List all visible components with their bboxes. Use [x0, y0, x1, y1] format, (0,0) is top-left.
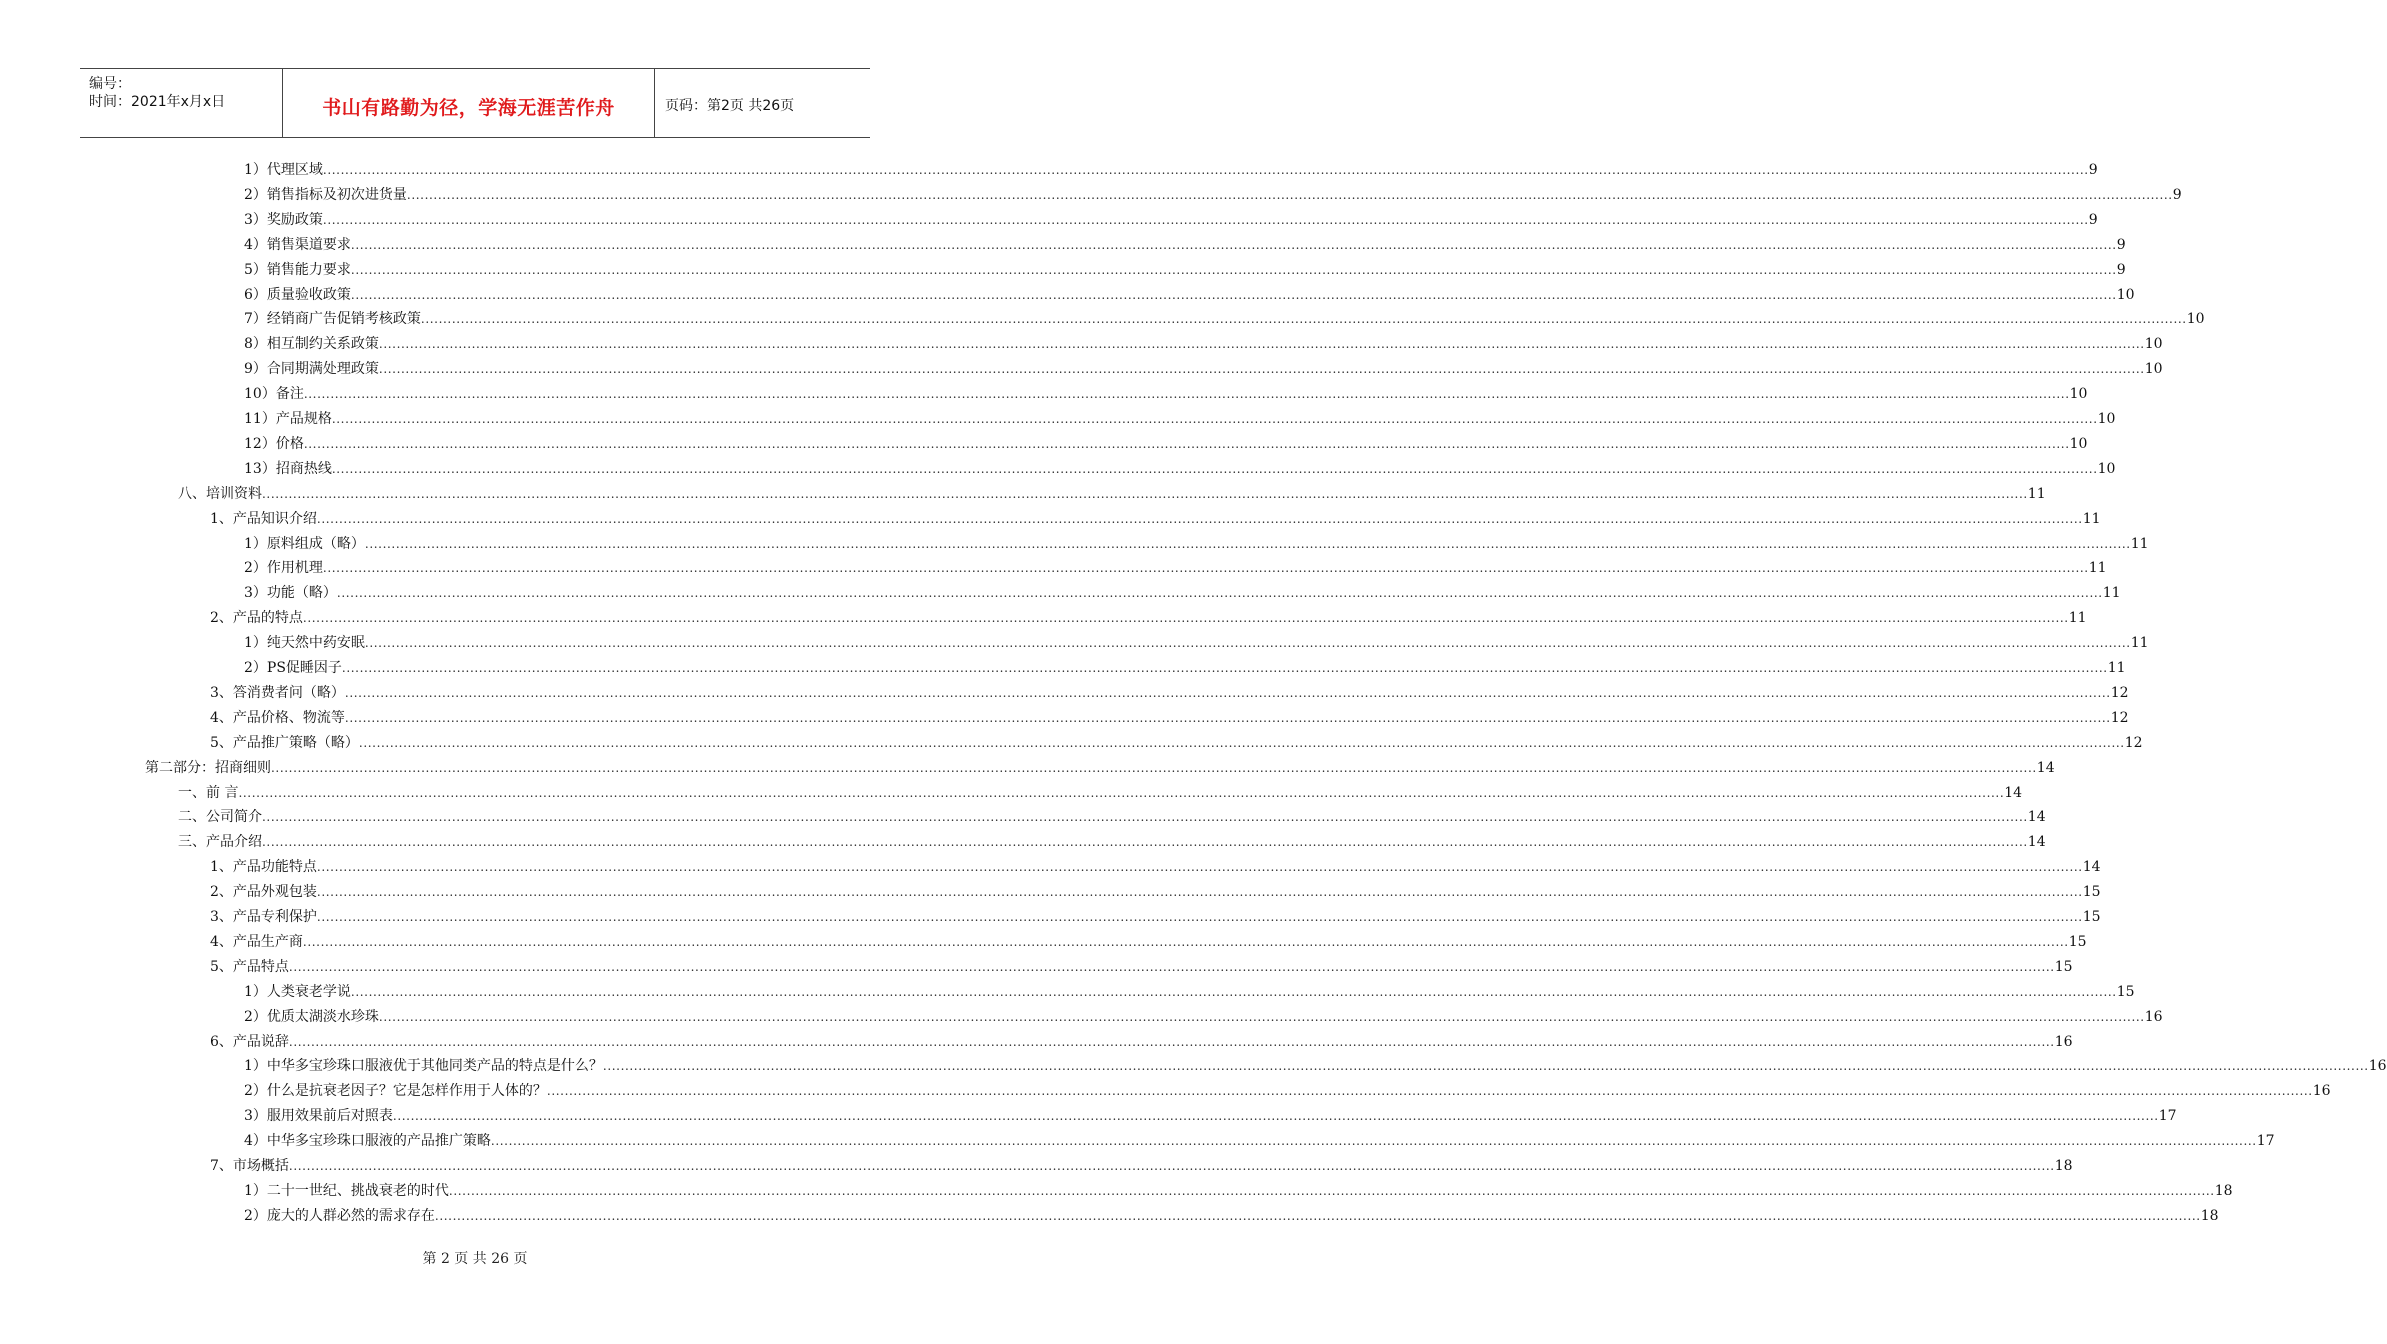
toc-entry-label: 1）纯天然中药安眠 — [244, 635, 365, 652]
toc-entry-page: 16 — [2368, 1058, 2387, 1075]
toc-leader-dots: ................................................................................................................................................................................................................................................................................................................................................................................................................ — [350, 984, 2117, 999]
toc-leader-dots: ................................................................................................................................................................................................................................................................................................................................................................................................................ — [316, 885, 2083, 900]
toc-entry-label: 10）备注 — [244, 386, 304, 403]
toc-entry-label: 2）作用机理 — [244, 560, 323, 577]
toc-entry-page: 11 — [2107, 660, 2126, 676]
toc-leader-dots: ................................................................................................................................................................................................................................................................................................................................................................................................................ — [331, 461, 2098, 476]
toc-leader-dots: ................................................................................................................................................................................................................................................................................................................................................................................................................ — [378, 362, 2145, 377]
toc-entry-label: 1）中华多宝珍珠口服液优于其他同类产品的特点是什么？ — [244, 1058, 603, 1075]
toc-leader-dots: ................................................................................................................................................................................................................................................................................................................................................................................................................ — [322, 163, 2089, 177]
toc-leader-dots: ................................................................................................................................................................................................................................................................................................................................................................................................................ — [344, 710, 2111, 725]
toc-entry[interactable] — [244, 434, 2088, 454]
toc-entry[interactable] — [244, 359, 2163, 379]
toc-leader-dots: ................................................................................................................................................................................................................................................................................................................................................................................................................ — [546, 1084, 2313, 1099]
toc-leader-dots: ................................................................................................................................................................................................................................................................................................................................................................................................................ — [316, 511, 2083, 526]
toc-entry-label: 2）什么是抗衰老因子？它是怎样作用于人体的？ — [244, 1083, 547, 1100]
toc-entry-label: 1）人类衰老学说 — [244, 983, 351, 1000]
toc-entry-page: 16 — [2144, 1008, 2163, 1025]
toc-entry-label: 6、产品说辞 — [210, 1033, 289, 1050]
toc-entry[interactable] — [210, 932, 2087, 952]
toc-entry[interactable] — [244, 210, 2098, 230]
toc-entry[interactable] — [210, 509, 2101, 529]
toc-entry[interactable] — [244, 558, 2107, 578]
toc-leader-dots: ................................................................................................................................................................................................................................................................................................................................................................................................................ — [350, 287, 2117, 302]
toc-leader-dots: ................................................................................................................................................................................................................................................................................................................................................................................................................ — [378, 337, 2145, 352]
toc-entry-page: 18 — [2200, 1207, 2219, 1224]
toc-leader-dots: ................................................................................................................................................................................................................................................................................................................................................................................................................ — [322, 212, 2089, 227]
toc-entry-page: 9 — [2116, 236, 2126, 253]
toc-entry-label: 3、答消费者问（略） — [210, 684, 345, 701]
toc-entry[interactable] — [244, 260, 2126, 280]
toc-entry[interactable] — [244, 633, 2149, 653]
toc-entry-label: 2）优质太湖淡水珍珠 — [244, 1008, 379, 1025]
toc-entry-page: 11 — [2027, 485, 2046, 502]
toc-entry[interactable] — [244, 534, 2149, 554]
toc-leader-dots: ................................................................................................................................................................................................................................................................................................................................................................................................................ — [434, 1208, 2201, 1223]
toc-leader-dots: ................................................................................................................................................................................................................................................................................................................................................................................................................ — [262, 835, 2028, 850]
toc-entry-page: 10 — [2144, 336, 2163, 353]
toc-entry[interactable] — [244, 1081, 2331, 1101]
toc-entry-page: 14 — [2027, 809, 2046, 826]
toc-leader-dots: ................................................................................................................................................................................................................................................................................................................................................................................................................ — [406, 187, 2173, 202]
toc-entry-label: 4）中华多宝珍珠口服液的产品推广策略 — [244, 1133, 491, 1150]
toc-leader-dots: ................................................................................................................................................................................................................................................................................................................................................................................................................ — [303, 387, 2070, 402]
toc-entry-page: 15 — [2082, 884, 2101, 901]
toc-entry-page: 10 — [2069, 435, 2088, 452]
toc-entry-label: 2、产品外观包装 — [210, 884, 317, 901]
toc-entry[interactable] — [244, 384, 2088, 404]
toc-entry-label: 2）PS促睡因子 — [244, 660, 342, 676]
toc-entry[interactable] — [244, 1131, 2275, 1151]
toc-entry-page: 10 — [2186, 311, 2205, 328]
toc-entry-page: 18 — [2214, 1182, 2233, 1199]
toc-leader-dots: ................................................................................................................................................................................................................................................................................................................................................................................................................ — [364, 536, 2131, 551]
toc-leader-dots: ................................................................................................................................................................................................................................................................................................................................................................................................................ — [358, 735, 2125, 750]
document-number-label: 编号： — [89, 76, 131, 92]
toc-entry-page: 10 — [2069, 386, 2088, 403]
toc-entry-page: 12 — [2110, 709, 2129, 726]
toc-entry[interactable] — [244, 583, 2121, 603]
toc-entry[interactable] — [244, 1106, 2177, 1126]
toc-entry-page: 17 — [2256, 1133, 2275, 1150]
toc-entry-page: 10 — [2097, 460, 2116, 477]
toc-entry-label: 2）庞大的人群必然的需求存在 — [244, 1207, 435, 1224]
toc-entry[interactable] — [210, 907, 2101, 927]
header-motto: 书山有路勤为径，学海无涯苦作舟 — [322, 97, 615, 119]
toc-entry[interactable] — [244, 185, 2182, 205]
toc-entry-page: 10 — [2097, 411, 2116, 427]
toc-entry-label: 一、前 言 — [178, 784, 239, 801]
toc-entry-page: 15 — [2068, 933, 2087, 950]
toc-entry[interactable] — [210, 608, 2087, 628]
toc-leader-dots: ................................................................................................................................................................................................................................................................................................................................................................................................................ — [262, 810, 2028, 825]
toc-entry-label: 5、产品特点 — [210, 958, 289, 975]
toc-entry-label: 7、市场概括 — [210, 1158, 289, 1174]
toc-entry[interactable] — [145, 758, 2055, 778]
toc-leader-dots: ................................................................................................................................................................................................................................................................................................................................................................................................................ — [336, 586, 2103, 601]
toc-entry-label: 12）价格 — [244, 435, 304, 452]
toc-leader-dots: ................................................................................................................................................................................................................................................................................................................................................................................................................ — [316, 860, 2083, 875]
toc-entry[interactable] — [244, 1181, 2233, 1201]
toc-entry[interactable] — [244, 235, 2126, 255]
toc-entry-label: 1、产品功能特点 — [210, 859, 317, 876]
toc-entry-page: 15 — [2054, 958, 2073, 975]
toc-entry[interactable] — [210, 957, 2073, 977]
toc-entry-page: 11 — [2130, 635, 2149, 652]
toc-entry-label: 11）产品规格 — [244, 411, 332, 427]
toc-leader-dots: ................................................................................................................................................................................................................................................................................................................................................................................................................ — [302, 934, 2069, 949]
toc-entry[interactable] — [244, 160, 2098, 180]
toc-leader-dots: ................................................................................................................................................................................................................................................................................................................................................................................................................ — [288, 959, 2055, 974]
toc-leader-dots: ................................................................................................................................................................................................................................................................................................................................................................................................................ — [316, 910, 2083, 924]
toc-entry-label: 二、公司简介 — [178, 809, 262, 826]
toc-leader-dots: ................................................................................................................................................................................................................................................................................................................................................................................................................ — [420, 312, 2187, 327]
toc-entry-label: 13）招商热线 — [244, 460, 332, 477]
toc-entry-label: 4、产品价格、物流等 — [210, 709, 345, 726]
toc-entry[interactable] — [210, 683, 2129, 703]
toc-leader-dots: ................................................................................................................................................................................................................................................................................................................................................................................................................ — [378, 1009, 2145, 1024]
toc-entry-page: 11 — [2130, 535, 2149, 552]
toc-entry-label: 1）代理区域 — [244, 162, 323, 178]
toc-entry-page: 16 — [2054, 1033, 2073, 1050]
toc-entry-label: 3）奖励政策 — [244, 211, 323, 228]
toc-entry-page: 10 — [2144, 361, 2163, 378]
header-page-info: 页码：第2页 共26页 — [665, 98, 795, 114]
toc-entry[interactable] — [210, 1032, 2073, 1052]
toc-entry[interactable] — [178, 832, 2046, 852]
toc-entry[interactable] — [244, 1056, 2387, 1076]
toc-leader-dots: ................................................................................................................................................................................................................................................................................................................................................................................................................ — [602, 1059, 2369, 1074]
toc-leader-dots: ................................................................................................................................................................................................................................................................................................................................................................................................................ — [341, 661, 2108, 675]
toc-entry[interactable] — [178, 807, 2046, 827]
toc-entry-label: 7）经销商广告促销考核政策 — [244, 311, 421, 328]
toc-entry[interactable] — [210, 882, 2101, 902]
toc-leader-dots: ................................................................................................................................................................................................................................................................................................................................................................................................................ — [271, 760, 2037, 775]
toc-leader-dots: ................................................................................................................................................................................................................................................................................................................................................................................................................ — [303, 436, 2070, 451]
toc-entry[interactable] — [244, 982, 2135, 1002]
toc-entry-label: 3）功能（略） — [244, 585, 337, 602]
toc-entry[interactable] — [178, 484, 2046, 504]
toc-entry[interactable] — [244, 409, 2116, 429]
toc-entry-page: 12 — [2124, 734, 2143, 751]
toc-entry[interactable] — [244, 1007, 2163, 1027]
toc-leader-dots: ................................................................................................................................................................................................................................................................................................................................................................................................................ — [331, 412, 2098, 426]
toc-leader-dots: ................................................................................................................................................................................................................................................................................................................................................................................................................ — [238, 785, 2005, 800]
toc-entry-label: 6）质量验收政策 — [244, 286, 351, 303]
toc-leader-dots: ................................................................................................................................................................................................................................................................................................................................................................................................................ — [262, 486, 2028, 501]
toc-entry[interactable] — [244, 658, 2126, 678]
toc-leader-dots: ................................................................................................................................................................................................................................................................................................................................................................................................................ — [322, 561, 2089, 576]
toc-leader-dots: ................................................................................................................................................................................................................................................................................................................................................................................................................ — [490, 1134, 2257, 1149]
toc-entry[interactable] — [210, 857, 2101, 877]
toc-leader-dots: ................................................................................................................................................................................................................................................................................................................................................................................................................ — [364, 636, 2131, 651]
toc-entry-page: 15 — [2082, 909, 2101, 925]
document-date-label: 时间：2021年x月x日 — [89, 94, 226, 110]
toc-entry-page: 11 — [2082, 510, 2101, 527]
toc-entry[interactable] — [210, 708, 2129, 728]
toc-entry-label: 5）销售能力要求 — [244, 261, 351, 278]
toc-entry-page: 11 — [2068, 610, 2087, 627]
toc-entry[interactable] — [210, 733, 2143, 753]
toc-entry[interactable] — [178, 783, 2023, 803]
toc-entry-label: 2、产品的特点 — [210, 610, 303, 627]
toc-entry-label: 8）相互制约关系政策 — [244, 336, 379, 353]
toc-entry-page: 9 — [2088, 162, 2098, 178]
toc-entry-label: 2）销售指标及初次进货量 — [244, 186, 407, 203]
toc-leader-dots: ................................................................................................................................................................................................................................................................................................................................................................................................................ — [350, 237, 2117, 252]
toc-entry-label: 三、产品介绍 — [178, 834, 262, 851]
toc-entry-page: 12 — [2110, 684, 2129, 701]
toc-entry[interactable] — [244, 459, 2116, 479]
toc-entry-page: 14 — [2036, 759, 2055, 776]
toc-entry-page: 9 — [2116, 261, 2126, 278]
toc-leader-dots: ................................................................................................................................................................................................................................................................................................................................................................................................................ — [302, 611, 2069, 626]
toc-leader-dots: ................................................................................................................................................................................................................................................................................................................................................................................................................ — [344, 685, 2111, 700]
toc-entry-label: 3、产品专利保护 — [210, 909, 317, 925]
toc-entry-label: 八、培训资料 — [178, 485, 262, 502]
toc-entry-label: 4）销售渠道要求 — [244, 236, 351, 253]
toc-entry-label: 1、产品知识介绍 — [210, 510, 317, 527]
page-footer: 第 2 页 共 26 页 — [422, 1251, 528, 1267]
toc-entry-label: 1）二十一世纪、挑战衰老的时代 — [244, 1182, 449, 1199]
toc-leader-dots: ................................................................................................................................................................................................................................................................................................................................................................................................................ — [448, 1183, 2215, 1198]
toc-entry[interactable] — [244, 334, 2163, 354]
toc-entry-page: 14 — [2004, 784, 2023, 801]
toc-entry-page: 9 — [2088, 211, 2098, 228]
toc-entry-page: 16 — [2312, 1083, 2331, 1100]
toc-entry-label: 3）服用效果前后对照表 — [244, 1108, 393, 1125]
toc-leader-dots: ................................................................................................................................................................................................................................................................................................................................................................................................................ — [288, 1159, 2055, 1173]
toc-entry[interactable] — [244, 1206, 2219, 1226]
toc-entry-label: 第二部分：招商细则 — [145, 759, 271, 776]
toc-entry-page: 18 — [2054, 1158, 2073, 1174]
toc-entry-page: 14 — [2027, 834, 2046, 851]
toc-entry[interactable] — [210, 1156, 2073, 1176]
toc-entry-page: 17 — [2158, 1108, 2177, 1125]
toc-entry[interactable] — [244, 285, 2135, 305]
toc-entry-label: 9）合同期满处理政策 — [244, 361, 379, 378]
toc-leader-dots: ................................................................................................................................................................................................................................................................................................................................................................................................................ — [288, 1034, 2055, 1049]
toc-entry-page: 10 — [2116, 286, 2135, 303]
toc-entry[interactable] — [244, 309, 2205, 329]
toc-leader-dots: ................................................................................................................................................................................................................................................................................................................................................................................................................ — [392, 1109, 2159, 1124]
toc-entry-label: 5、产品推广策略（略） — [210, 734, 359, 751]
toc-entry-page: 14 — [2082, 859, 2101, 876]
toc-entry-label: 4、产品生产商 — [210, 933, 303, 950]
toc-entry-page: 15 — [2116, 983, 2135, 1000]
toc-entry-page: 11 — [2102, 585, 2121, 602]
toc-entry-label: 1）原料组成（略） — [244, 535, 365, 552]
toc-leader-dots: ................................................................................................................................................................................................................................................................................................................................................................................................................ — [350, 262, 2117, 277]
toc-entry-page: 9 — [2172, 186, 2182, 203]
toc-entry-page: 11 — [2088, 560, 2107, 577]
